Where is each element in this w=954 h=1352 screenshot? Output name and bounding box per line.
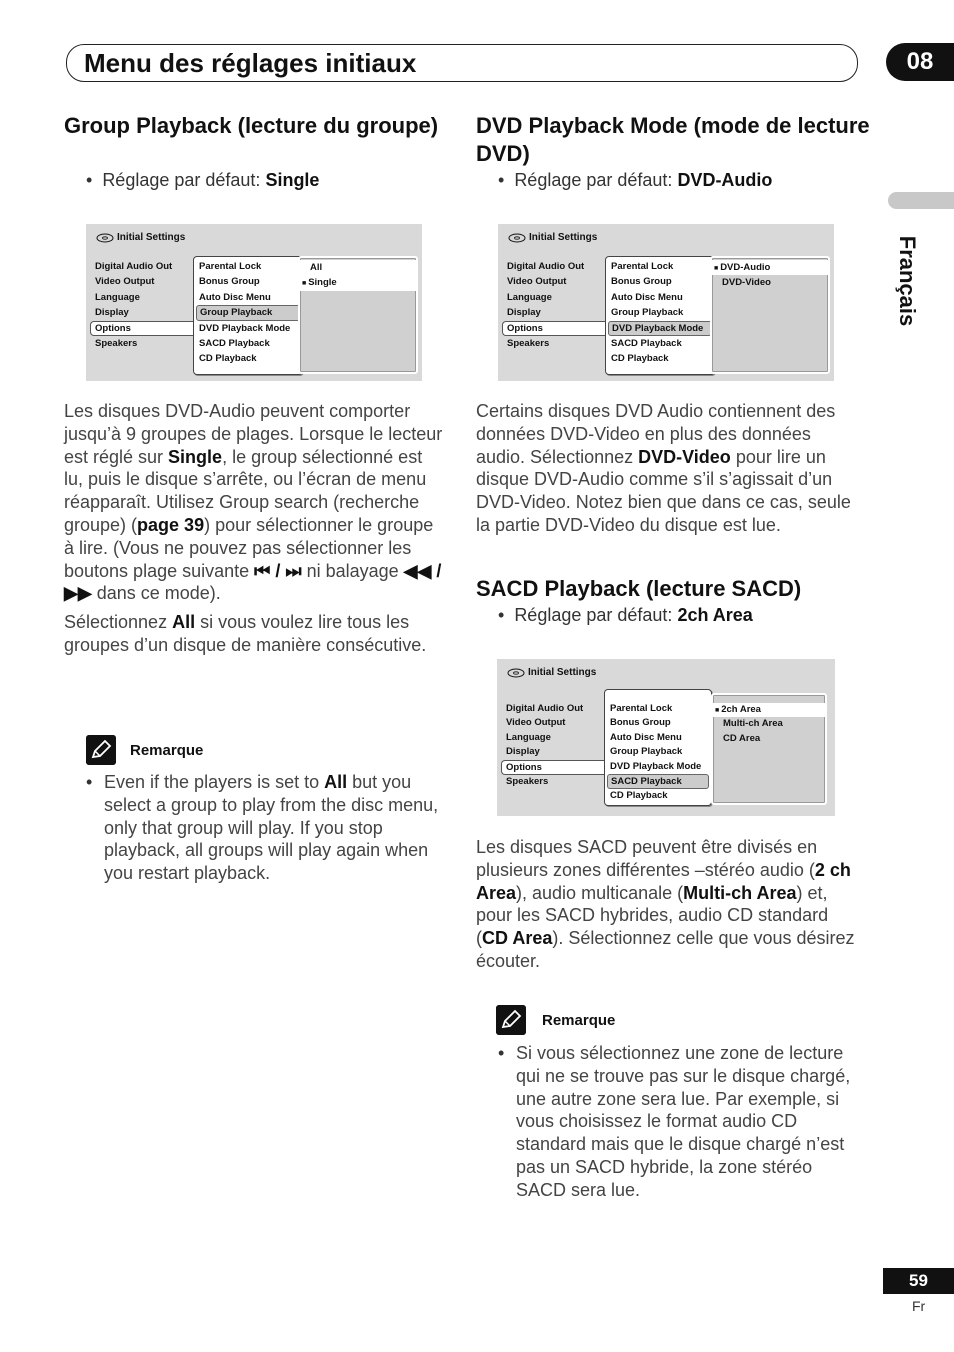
screen-sacd-playback — [497, 659, 835, 816]
body-paragraph: Certains disques DVD Audio contiennent des données DVD-Video en plus des données audio. Sélectionnez DVD-Video pour lire un disque DVD-Audio comme s’il s’agissait d’un DVD-Video. Notez bien que dans ce cas, seule la partie DVD-Video du disque est lue. — [476, 401, 851, 535]
chapter-badge: 08 — [886, 43, 954, 81]
disc-icon — [96, 233, 114, 243]
menu2-item-highlighted: DVD Playback Mode — [608, 321, 712, 336]
screen-group-playback — [86, 224, 422, 381]
note-pencil-icon — [86, 735, 116, 765]
section-title: DVD Playback Mode (mode de lecture DVD) — [476, 113, 870, 166]
note-item: • Even if the players is set to All but you select a group to play from the disc menu, only that group will play. If you stop playback, all groups will play again when you restart playback. — [84, 771, 442, 885]
disc-icon — [508, 233, 526, 243]
settings-menu-options: All ■ Single — [298, 256, 418, 374]
note-header: Remarque — [86, 735, 203, 765]
page-language-code: Fr — [912, 1298, 926, 1314]
menu1-item: Video Output — [95, 276, 155, 288]
settings-menu-options: ■ 2ch Area Multi-ch Area CD Area — [711, 693, 827, 805]
note-item: • Si vous sélectionnez une zone de lecture qui ne se trouve pas sur le disque chargé, une autre zone sera lue. Par exemple, si vous choisissez le format audio CD standard mais que le disque chargé n’est pas un SACD hybride, la zone stéréo SACD sera lue. — [496, 1042, 862, 1202]
section-sacd-playback — [476, 575, 876, 603]
side-tab-marker — [888, 192, 954, 209]
menu1-item: Speakers — [95, 337, 138, 349]
page-title: Menu des réglages initiaux — [84, 48, 417, 78]
settings-menu-level2: Parental Lock Bonus Group Auto Disc Menu Group Playback DVD Playback Mode SACD Playback CD Playback — [605, 256, 715, 375]
section-dvd-playback-mode — [476, 112, 876, 168]
settings-menu-level1: Digital Audio Out Video Output Language Display Options Speakers — [503, 702, 607, 789]
disc-icon — [507, 668, 525, 678]
body-paragraph: Les disques SACD peuvent être divisés en plusieurs zones différentes –stéréo audio (2 ch Area), audio multicanale (Multi-ch Area) et, pour les SACD hybrides, audio CD standard (CD Area). Sélectionnez celle que vous désirez écouter. — [476, 837, 855, 971]
settings-menu-level2: Parental Lock Bonus Group Auto Disc Menu Group Playback DVD Playback Mode SACD Playback CD Playback — [193, 256, 303, 375]
screen-title: Initial Settings — [507, 667, 596, 678]
menu2-item-highlighted: SACD Playback — [607, 774, 709, 789]
menu2-item-highlighted: Group Playback — [196, 305, 300, 320]
settings-menu-level1 — [92, 259, 196, 351]
section-title: SACD Playback (lecture SACD) — [476, 576, 802, 601]
section-group-playback — [64, 112, 444, 140]
screen-title: Initial Settings — [508, 232, 597, 243]
settings-menu-level2: Parental Lock Bonus Group Auto Disc Menu Group Playback DVD Playback Mode SACD Playback CD Playback — [604, 689, 712, 806]
screen-dvd-playback-mode — [498, 224, 834, 381]
page-number: 59 — [883, 1268, 954, 1294]
settings-menu-options: ■ DVD-Audio DVD-Video — [710, 256, 830, 374]
menu1-item: Digital Audio Out — [95, 261, 173, 272]
menu1-item: Display — [95, 307, 129, 319]
side-language-label: Français — [895, 235, 920, 327]
settings-menu-level1: Digital Audio Out Video Output Language Display Options Speakers — [504, 259, 608, 351]
note-pencil-icon — [496, 1005, 526, 1035]
body-paragraph: Les disques DVD-Audio peuvent comporter jusqu’à 9 groupes de plages. Lorsque le lecteur est réglé sur Single, le group sélectionné est lu, puis le disque s’arrête, ou l’écran de menu réapparaît. Utilisez Group search (recherche groupe) (page 39) pour sélectionner le groupe à lire. (Vous ne pouvez pas sélectionner les boutons plage suivante ⏮ / ⏭ ni balayage ◀◀ / ▶▶ dans ce mode). Sélectionnez All si vous voulez lire tous les groupes d’un disque de manière consécutive. — [64, 401, 443, 655]
note-list — [496, 1042, 862, 1202]
menu1-item: Language — [95, 291, 140, 303]
screen-title: Initial Settings — [96, 232, 185, 243]
default-setting: • Réglage par défaut: DVD-Audio — [498, 170, 773, 190]
default-setting: • Réglage par défaut: 2ch Area — [498, 605, 753, 625]
note-list — [84, 771, 442, 885]
menu1-item-selected: Options — [90, 321, 196, 336]
section-title: Group Playback (lecture du groupe) — [64, 113, 439, 138]
default-setting: • Réglage par défaut: Single — [86, 170, 320, 190]
note-header: Remarque — [496, 1005, 615, 1035]
